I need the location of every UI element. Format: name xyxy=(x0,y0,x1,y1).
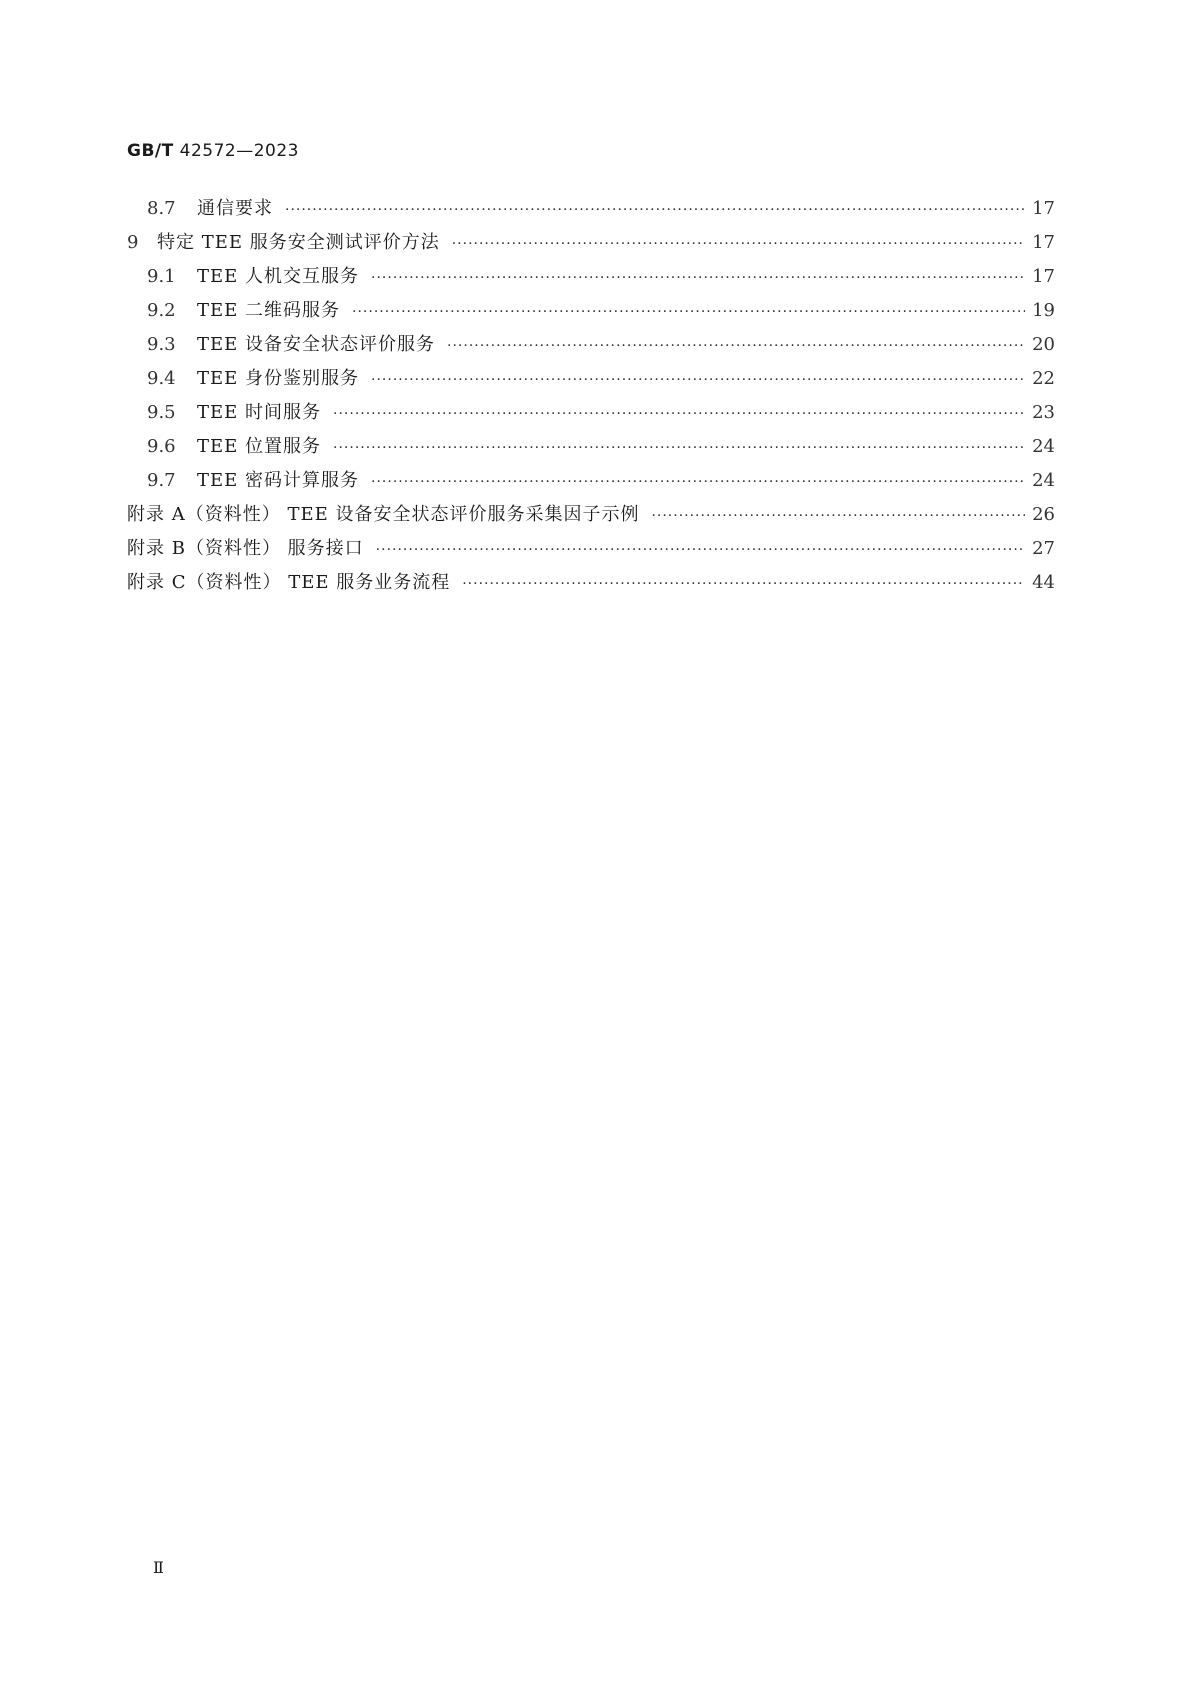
toc-leader-dots xyxy=(462,571,1025,597)
toc-entry-number: 9.3 xyxy=(147,334,176,355)
toc-leader-dots xyxy=(651,503,1025,529)
toc-entry[interactable] xyxy=(127,468,1055,494)
toc-appendix-entry[interactable] xyxy=(127,570,1055,596)
toc-entry-number: 9.4 xyxy=(147,368,176,389)
toc-appendix-entry[interactable] xyxy=(127,536,1055,562)
toc-entry-number: 9.2 xyxy=(147,300,176,321)
toc-leader-dots xyxy=(371,469,1025,495)
toc-entry-page: 17 xyxy=(1032,266,1055,287)
toc-entry-title: 通信要求 xyxy=(197,198,273,219)
toc-entry-number: 9 xyxy=(127,232,139,253)
toc-entry-title: 附录 B（资料性） 服务接口 xyxy=(127,538,364,559)
toc-leader-dots xyxy=(352,299,1025,325)
toc-entry-title: 附录 A（资料性） TEE 设备安全状态评价服务采集因子示例 xyxy=(127,504,640,525)
standard-header xyxy=(127,141,299,161)
toc-entry[interactable] xyxy=(127,400,1055,426)
toc-entry[interactable] xyxy=(127,366,1055,392)
toc-entry[interactable] xyxy=(127,298,1055,324)
toc-entry-title: TEE 密码计算服务 xyxy=(197,470,360,491)
toc-entry-page: 17 xyxy=(1032,198,1055,219)
toc-entry-number: 9.1 xyxy=(147,266,176,287)
toc-entry-title: TEE 人机交互服务 xyxy=(197,266,360,287)
toc-entry-title: TEE 设备安全状态评价服务 xyxy=(197,334,436,355)
toc-entry-number: 9.5 xyxy=(147,402,176,423)
toc-entry-page: 44 xyxy=(1032,572,1055,593)
toc-entry-page: 24 xyxy=(1032,470,1055,491)
toc-entry-page: 27 xyxy=(1032,538,1055,559)
toc-entry-number: 9.7 xyxy=(147,470,176,491)
standard-number: 42572—2023 xyxy=(179,141,299,161)
toc-appendix-entry[interactable] xyxy=(127,502,1055,528)
toc-leader-dots xyxy=(333,435,1025,461)
toc-leader-dots xyxy=(371,265,1025,291)
toc-leader-dots xyxy=(452,231,1025,257)
toc-entry[interactable] xyxy=(127,434,1055,460)
toc-entry[interactable] xyxy=(127,196,1055,222)
page-number: Ⅱ xyxy=(153,1558,164,1577)
toc-entry-title: TEE 时间服务 xyxy=(197,402,322,423)
toc-entry[interactable] xyxy=(127,230,1055,256)
toc-entry-page: 26 xyxy=(1032,504,1055,525)
toc-entry-title: TEE 身份鉴别服务 xyxy=(197,368,360,389)
toc-entry-title: TEE 二维码服务 xyxy=(197,300,341,321)
toc-entry-page: 23 xyxy=(1032,402,1055,423)
toc-entry-title: 附录 C（资料性） TEE 服务业务流程 xyxy=(127,572,451,593)
toc-entry-number: 9.6 xyxy=(147,436,176,457)
toc-entry-page: 24 xyxy=(1032,436,1055,457)
toc-leader-dots xyxy=(371,367,1025,393)
toc-entry[interactable] xyxy=(127,332,1055,358)
toc-leader-dots xyxy=(333,401,1025,427)
toc-entry-page: 22 xyxy=(1032,368,1055,389)
standard-prefix: GB/T xyxy=(127,141,174,161)
toc-leader-dots xyxy=(376,537,1025,563)
toc-entry-number: 8.7 xyxy=(147,198,176,219)
toc-leader-dots xyxy=(447,333,1025,359)
toc-entry-page: 20 xyxy=(1032,334,1055,355)
toc-entry[interactable] xyxy=(127,264,1055,290)
toc-leader-dots xyxy=(285,197,1025,223)
toc-entry-page: 19 xyxy=(1032,300,1055,321)
toc-entry-title: 特定 TEE 服务安全测试评价方法 xyxy=(157,232,440,253)
toc-entry-page: 17 xyxy=(1032,232,1055,253)
toc-entry-title: TEE 位置服务 xyxy=(197,436,322,457)
